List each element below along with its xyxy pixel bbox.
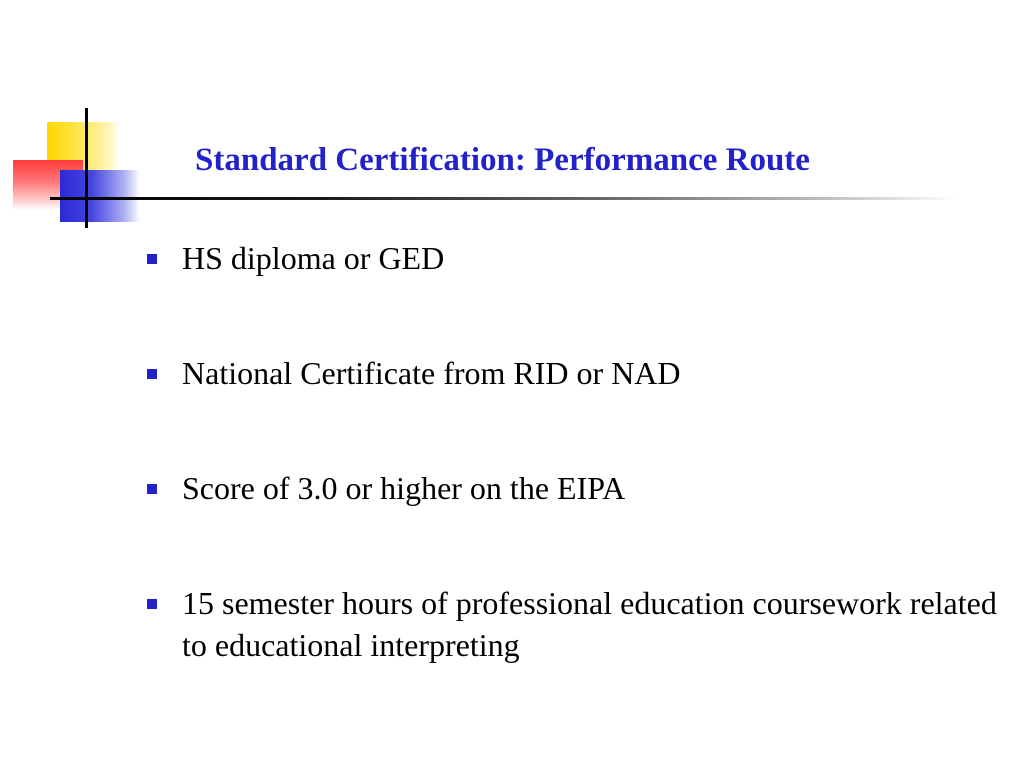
bullet-item <box>145 352 1005 394</box>
bullet-item <box>145 467 1005 509</box>
slide-title: Standard Certification: Performance Route <box>195 142 810 178</box>
bullet-item <box>145 582 1005 666</box>
bullet-text: National Certificate from RID or NAD <box>182 355 681 391</box>
title-underline <box>50 197 960 200</box>
bullet-item <box>145 237 1005 279</box>
decorative-blue-square <box>60 170 140 222</box>
bullet-text: HS diploma or GED <box>182 240 445 276</box>
square-bullet-icon <box>147 369 157 379</box>
bullet-text: 15 semester hours of professional education coursework related to educational interpreting <box>182 585 997 663</box>
bullet-text: Score of 3.0 or higher on the EIPA <box>182 470 626 506</box>
decorative-vertical-line <box>85 108 88 228</box>
square-bullet-icon <box>147 484 157 494</box>
square-bullet-icon <box>147 599 157 609</box>
bullet-list <box>145 237 1005 666</box>
square-bullet-icon <box>147 254 157 264</box>
